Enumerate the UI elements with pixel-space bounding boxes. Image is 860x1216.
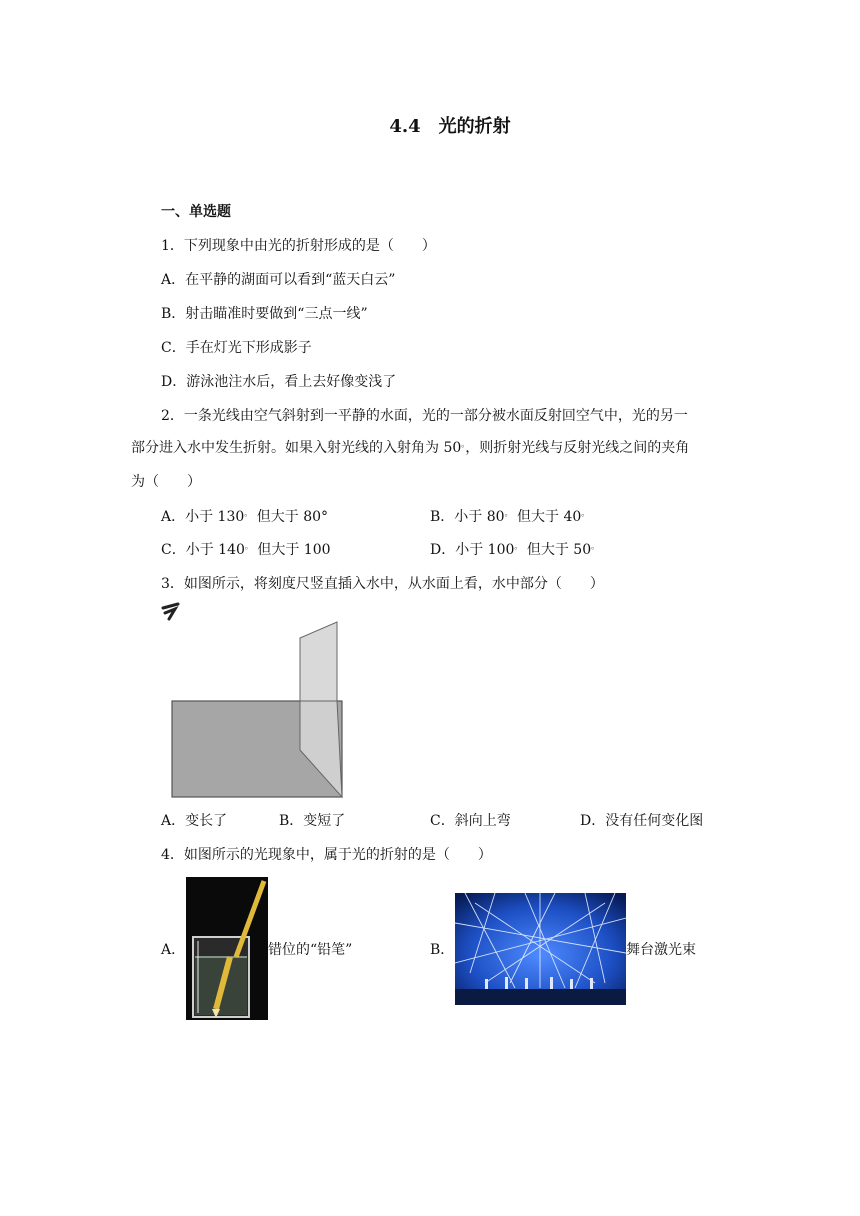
question-1-option-d: D．游泳池注水后，看上去好像变浅了 — [161, 374, 397, 390]
question-2-line-1: 2．一条光线由空气斜射到一平静的水面，光的一部分被水面反射回空气中，光的另一 — [161, 408, 688, 424]
question-2-line-2: 部分进入水中发生折射。如果入射光线的入射角为 50。，则折射光线与反射光线之间的夹角 — [131, 439, 690, 456]
question-4-option-a-caption: 错位的“铅笔” — [268, 942, 353, 958]
question-3-stem: 3．如图所示，将刻度尺竖直插入水中，从水面上看，水中部分（ ） — [161, 576, 604, 592]
question-1-option-a: A．在平静的湖面可以看到“蓝天白云” — [161, 272, 396, 288]
question-2-option-a: A．小于 130。 但大于 80° — [161, 508, 329, 525]
section-heading: 一、单选题 — [161, 204, 231, 220]
question-1-option-b: B．射击瞄准时要做到“三点一线” — [161, 306, 368, 322]
question-4-option-b-letter: B． — [430, 942, 455, 958]
stage-laser-photo — [455, 893, 626, 1005]
question-3-option-c: C．斜向上弯 — [430, 813, 511, 829]
page-title: 4.4 光的折射 — [389, 116, 511, 137]
question-3-option-b: B．变短了 — [279, 813, 346, 829]
question-2-line-3: 为（ ） — [131, 474, 201, 490]
question-2-option-c: C．小于 140。 但大于 100 — [161, 541, 331, 558]
question-3-option-d: D．没有任何变化图 — [580, 813, 704, 829]
eye-icon — [163, 604, 178, 619]
question-1-stem: 1．下列现象中由光的折射形成的是（ ） — [161, 238, 436, 254]
question-2-option-b: B．小于 80。 但大于 40。 — [430, 508, 590, 525]
question-3-option-a: A．变长了 — [161, 813, 228, 829]
ruler-in-water-figure — [160, 600, 360, 806]
question-4-option-b-caption: 舞台激光束 — [626, 942, 696, 958]
question-1-option-c: C．手在灯光下形成影子 — [161, 340, 312, 356]
pencil-in-water-photo — [186, 877, 268, 1020]
question-4-stem: 4．如图所示的光现象中，属于光的折射的是（ ） — [161, 847, 492, 863]
question-4-option-a-letter: A． — [161, 942, 186, 958]
question-2-option-d: D．小于 100。 但大于 50。 — [430, 541, 600, 558]
ruler-above-water — [300, 622, 337, 701]
